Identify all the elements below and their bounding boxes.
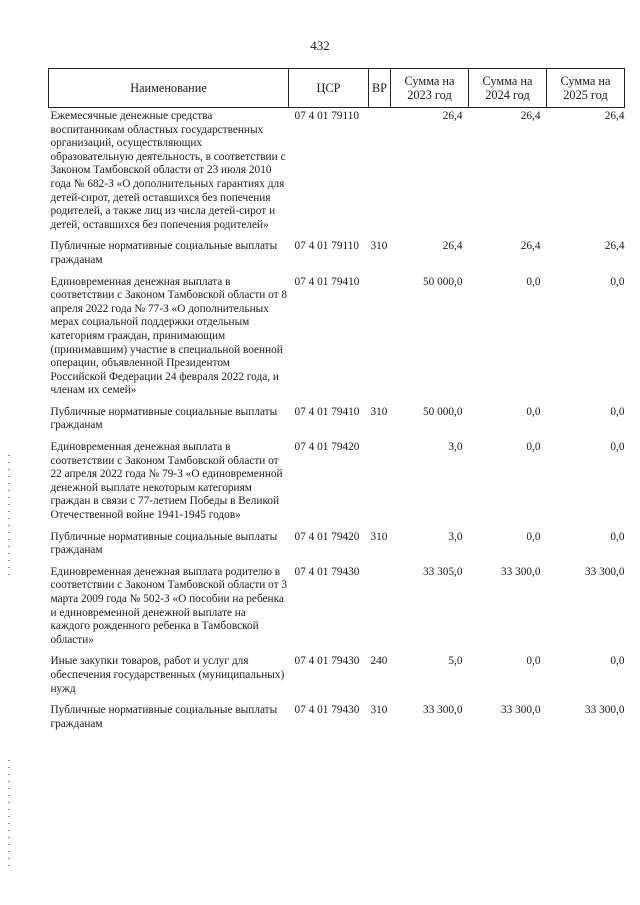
row-sum-2025: 0,0 [610, 655, 625, 668]
margin-scan-marks [8, 760, 10, 870]
row-sum-2023: 33 305,0 [422, 565, 463, 578]
row-sum-2023: 33 300,0 [422, 704, 463, 717]
row-sum-2025: 33 300,0 [584, 704, 625, 717]
row-vr [369, 564, 391, 654]
row-csr: 07 4 01 79420 [294, 441, 360, 454]
row-sum-2024: 26,4 [520, 110, 541, 122]
row-name: Публичные нормативные социальные выплаты гражданам [50, 530, 278, 557]
table-row [49, 238, 625, 273]
table-row [49, 274, 625, 404]
page-number: 432 [310, 38, 330, 53]
row-vr: 240 [370, 655, 388, 668]
row-name: Ежемесячные денежные средства воспитанникам областных государственных организаций, осуществляющих образовательную деятельность, в соответствии с Законом Тамбовской области от 23 июля 2010 года № 682-З «О дополнительных гарантиях для детей-сирот, детей оставшихся без попечения родителей, а также лиц из числа детей-сирот и детей, оставшихся без попечения родителей» [50, 110, 286, 231]
row-vr [369, 439, 391, 529]
row-name: Публичные нормативные социальные выплаты гражданам [50, 240, 278, 266]
row-sum-2024: 33 300,0 [500, 565, 541, 578]
row-sum-2025: 33 300,0 [584, 565, 625, 578]
row-csr: 07 4 01 79410 [294, 405, 360, 418]
row-sum-2023: 50 000,0 [422, 275, 463, 288]
row-name: Иные закупки товаров, работ и услуг для обеспечения государственных (муниципальных) нужд [50, 655, 285, 695]
table-row [49, 653, 625, 702]
row-vr [369, 108, 391, 239]
row-sum-2025: 0,0 [610, 405, 625, 418]
row-sum-2023: 5,0 [448, 655, 463, 668]
row-csr: 07 4 01 79430 [294, 655, 360, 668]
column-header-sum-2024: Сумма на 2024 год [469, 69, 547, 108]
table-row [49, 702, 625, 737]
row-sum-2023: 3,0 [448, 441, 463, 454]
row-sum-2025: 0,0 [610, 275, 625, 288]
row-csr: 07 4 01 79410 [294, 275, 360, 288]
row-name: Публичные нормативные социальные выплаты гражданам [50, 704, 278, 730]
row-sum-2023: 50 000,0 [422, 405, 463, 418]
row-sum-2025: 26,4 [604, 240, 625, 253]
row-sum-2023: 3,0 [448, 530, 463, 543]
table-row [49, 439, 625, 529]
row-sum-2025: 26,4 [604, 110, 625, 122]
row-name: Публичные нормативные социальные выплаты гражданам [50, 405, 278, 432]
row-vr: 310 [370, 704, 388, 717]
row-vr: 310 [370, 405, 388, 418]
column-header-name: Наименование [49, 69, 289, 108]
table-body [49, 108, 625, 738]
budget-table [48, 68, 625, 737]
row-csr: 07 4 01 79110 [294, 240, 360, 253]
column-header-vr: ВР [369, 69, 391, 108]
table-row [49, 404, 625, 439]
row-name: Единовременная денежная выплата в соответствии с Законом Тамбовской области от 22 апреля 2022 года № 79-З «О единовременной денежной выплате некоторым категориям граждан в связи с 77-летием Победы в Великой Отечественной войне 1941-1945 годов» [50, 441, 283, 522]
table-row [49, 564, 625, 654]
row-csr: 07 4 01 79430 [294, 704, 360, 717]
row-vr: 310 [370, 530, 388, 543]
row-csr: 07 4 01 79420 [294, 530, 360, 543]
row-sum-2024: 0,0 [526, 655, 541, 668]
row-sum-2024: 33 300,0 [500, 704, 541, 717]
table-row [49, 108, 625, 239]
column-header-sum-2025: Сумма на 2025 год [547, 69, 625, 108]
row-sum-2024: 0,0 [526, 530, 541, 543]
row-csr: 07 4 01 79430 [294, 565, 360, 578]
row-sum-2025: 0,0 [610, 530, 625, 543]
row-name: Единовременная денежная выплата в соответствии с Законом Тамбовской области от 8 апреля 2022 года № 77-З «О дополнительных мерах социальной поддержки отдельным категориям граждан, принимающим (принимавшим) участие в специальной военной операции, объявленной Президентом Российской Федерации 24 февраля 2022 года, и членам их семей» [50, 275, 288, 397]
row-sum-2024: 0,0 [526, 441, 541, 454]
table-row [49, 529, 625, 564]
row-sum-2025: 0,0 [610, 441, 625, 454]
row-name: Единовременная денежная выплата родителю в соответствии с Законом Тамбовской области от 3 марта 2009 года № 502-З «О пособии на ребенка и единовременной денежной выплате на каждого рожденного ребенка в Тамбовской области» [50, 565, 288, 646]
row-sum-2024: 0,0 [526, 405, 541, 418]
row-vr: 310 [370, 240, 388, 253]
row-vr [369, 274, 391, 404]
column-header-sum-2023: Сумма на 2023 год [391, 69, 469, 108]
table-header [49, 69, 625, 108]
row-csr: 07 4 01 79110 [294, 110, 360, 122]
row-sum-2024: 26,4 [520, 240, 541, 253]
column-header-csr: ЦСР [289, 69, 369, 108]
row-sum-2023: 26,4 [442, 240, 463, 253]
row-sum-2024: 0,0 [526, 275, 541, 288]
margin-scan-marks [8, 455, 10, 575]
row-sum-2023: 26,4 [442, 110, 463, 122]
